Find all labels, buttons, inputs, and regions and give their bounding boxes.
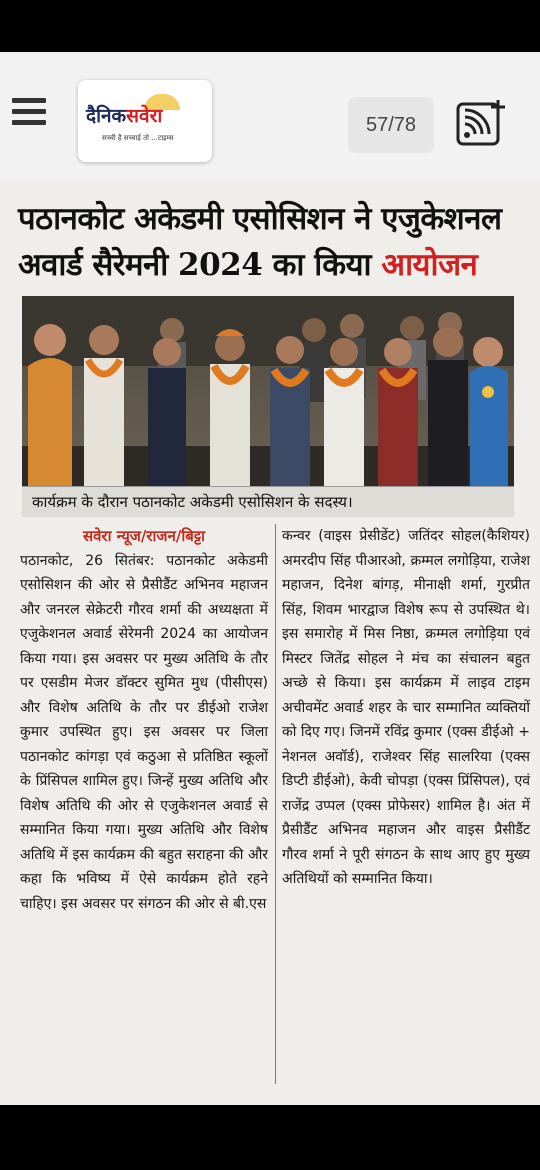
bottom-bar [0, 1105, 540, 1170]
menu-icon[interactable] [12, 98, 46, 128]
logo-title [86, 102, 162, 128]
group-photo [22, 296, 514, 486]
article-column-right [282, 524, 530, 892]
rss-icon[interactable] [454, 96, 510, 152]
app-header [0, 52, 540, 180]
article-headline [18, 196, 528, 288]
logo-tagline: सच्ची है सच्चाई तो ...टाइम्स [102, 134, 174, 142]
article-body-left: पठानकोट, 26 सितंबर: पठानकोट अकेडमी एसोसिशन की ओर से प्रैसीडैंट अभिनव महाजन और जनरल सेक्रेटरी गौरव शर्मा की अध्यक्षता में एजुकेशनल अवार्ड सेरेमनी 2024 का आयोजन किया गया। इस अवसर पर मुख्य अतिथि के तौर पर एसडीम मेजर डॉक्टर सुमित मुध (पीसीएस) और विशेष अतिथि के तौर पर डीईओ राजेश कुमार उपस्थित हुए। इस अवसर पर जिला पठानकोट कांगड़ा एवं कठुआ से प्रतिष्ठित स्कूलों के प्रिंसिपल शामिल हुए। जिन्हें मुख्य अतिथि और विशेष अतिथि की ओर से एजुकेशनल अवार्ड से सम्मानित किया गया। मुख्य अतिथि और विशेष अतिथि में इस कार्यक्रम की बहुत सराहना की और कहा कि भविष्य में ऐसे कार्यक्रम होते रहने चाहिए। इस अवसर पर संगठन की ओर से बी.एस [20, 552, 268, 912]
photo-caption: कार्यक्रम के दौरान पठानकोट अकेडमी एसोसिशन के सदस्य। [22, 486, 514, 517]
article-column-left [20, 524, 268, 916]
article-byline: सवेरा न्यूज/राजन/बिट्टा [82, 527, 206, 545]
newspaper-page [0, 180, 540, 1105]
headline-main: पठानकोट अकेडमी एसोसिशन ने एजुकेशनल अवार्ड सैरेमनी 2024 का किया [18, 201, 502, 283]
newspaper-logo[interactable] [78, 80, 212, 162]
headline-highlight: आयोजन [381, 247, 478, 283]
logo-title-left: दैनिक [86, 105, 127, 127]
logo-title-right: सवेरा [126, 105, 163, 127]
page-counter[interactable]: 57/78 [348, 97, 434, 153]
column-divider [275, 524, 276, 1084]
article-body-right: कन्वर (वाइस प्रेसीडेंट) जतिंदर सोहल(कैशियर) अमरदीप सिंह पीआरओ, क्रम्मल लगोड़िया, राजेश महाजन, दिनेश बांगड़, मीनाक्षी शर्मा, गुरप्रीत सिंह, शिवम भारद्वाज विशेष रूप से उपस्थित थे। इस समारोह में मिस निष्ठा, क्रम्मल लगोड़िया एवं मिस्टर जितेंद्र सोहल ने मंच का संचालन बहुत अच्छे से किया। इस कार्यक्रम में लाइव टाइम अचीवमेंट अवार्ड शहर के चार सम्मानित व्यक्तियों को दिए गए। जिनमें रविंद्र कुमार (एक्स डीईओ + नेशनल अवॉर्ड), राजेश्वर सिंह सालरिया (एक्स डिप्टी डीईओ), केवी चोपड़ा (एक्स प्रिंसिपल), एवं राजेंद्र उप्पल (एक्स प्रोफेसर) शामिल है। अंत में प्रैसीडैंट अभिनव महाजन और वाइस प्रैसीडैंट गौरव शर्मा ने पूरी संगठन के साथ आए हुए मुख्य अतिथियों को सम्मानित किया। [282, 528, 530, 887]
